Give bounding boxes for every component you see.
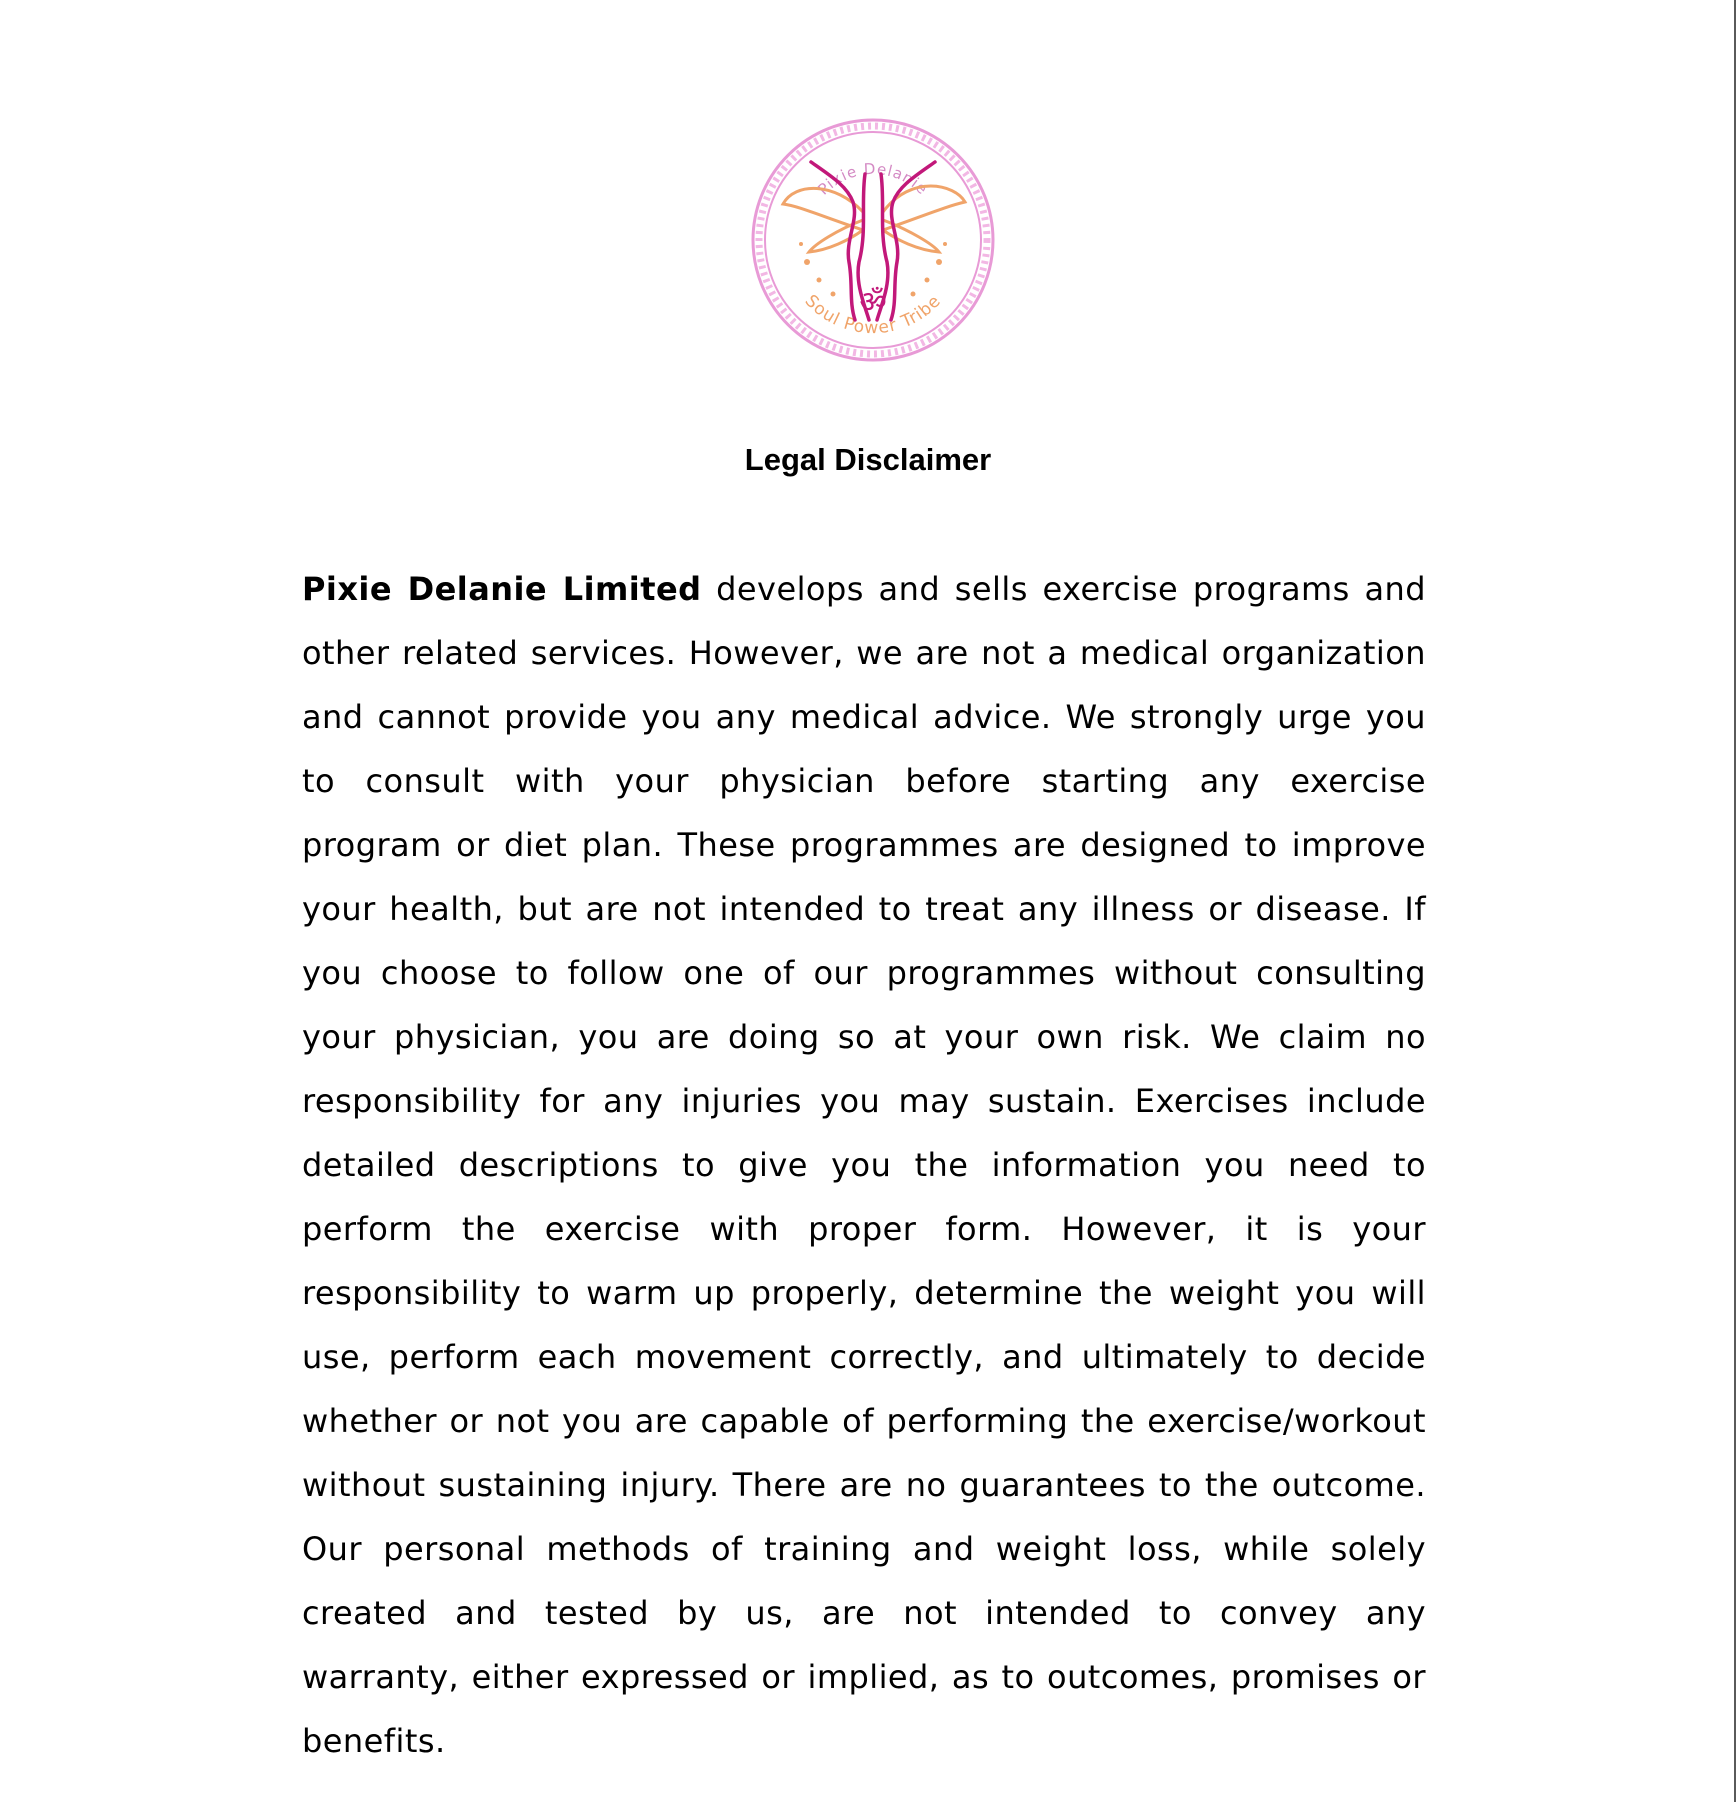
document-title: Legal Disclaimer [744, 442, 992, 477]
company-name: Pixie Delanie Limited [302, 570, 702, 608]
logo-bottom-text: Soul Power Tribe [800, 291, 946, 339]
logo-emblem [745, 112, 1001, 368]
logo-top-text: Pixie Delanie [814, 159, 932, 199]
om-symbol-icon: ॐ [859, 285, 887, 320]
butterfly-wings-icon [783, 186, 965, 252]
disclaimer-body: develops and sells exercise programs and other related services. However, we are not a medical organization and cannot provide you any medical advice. We strongly urge you to consult with your physician before starting any exercise program or diet plan. These programmes are designed to improve your health, but are not intended to treat any illness or disease. If you choose to follow one of our programmes without consulting your physician, you are doing so at your own risk. We claim no responsibility for any injuries you may sustain. Exercises include detailed descriptions to give you the information you need to perform the exercise with proper form. However, it is your responsibility to warm up properly, determine the weight you will use, perform each movement correctly, and ultimately to decide whether or not you are capable of performing the exercise/workout without sustaining injury. There are no guarantees to the outcome. Our personal methods of training and weight loss, while solely created and tested by us, are not intended to convey any warranty, either expressed or implied, as to outcomes, promises or benefits. [302, 570, 1426, 1760]
brand-logo [745, 112, 1001, 368]
disclaimer-paragraph [302, 557, 1426, 1773]
